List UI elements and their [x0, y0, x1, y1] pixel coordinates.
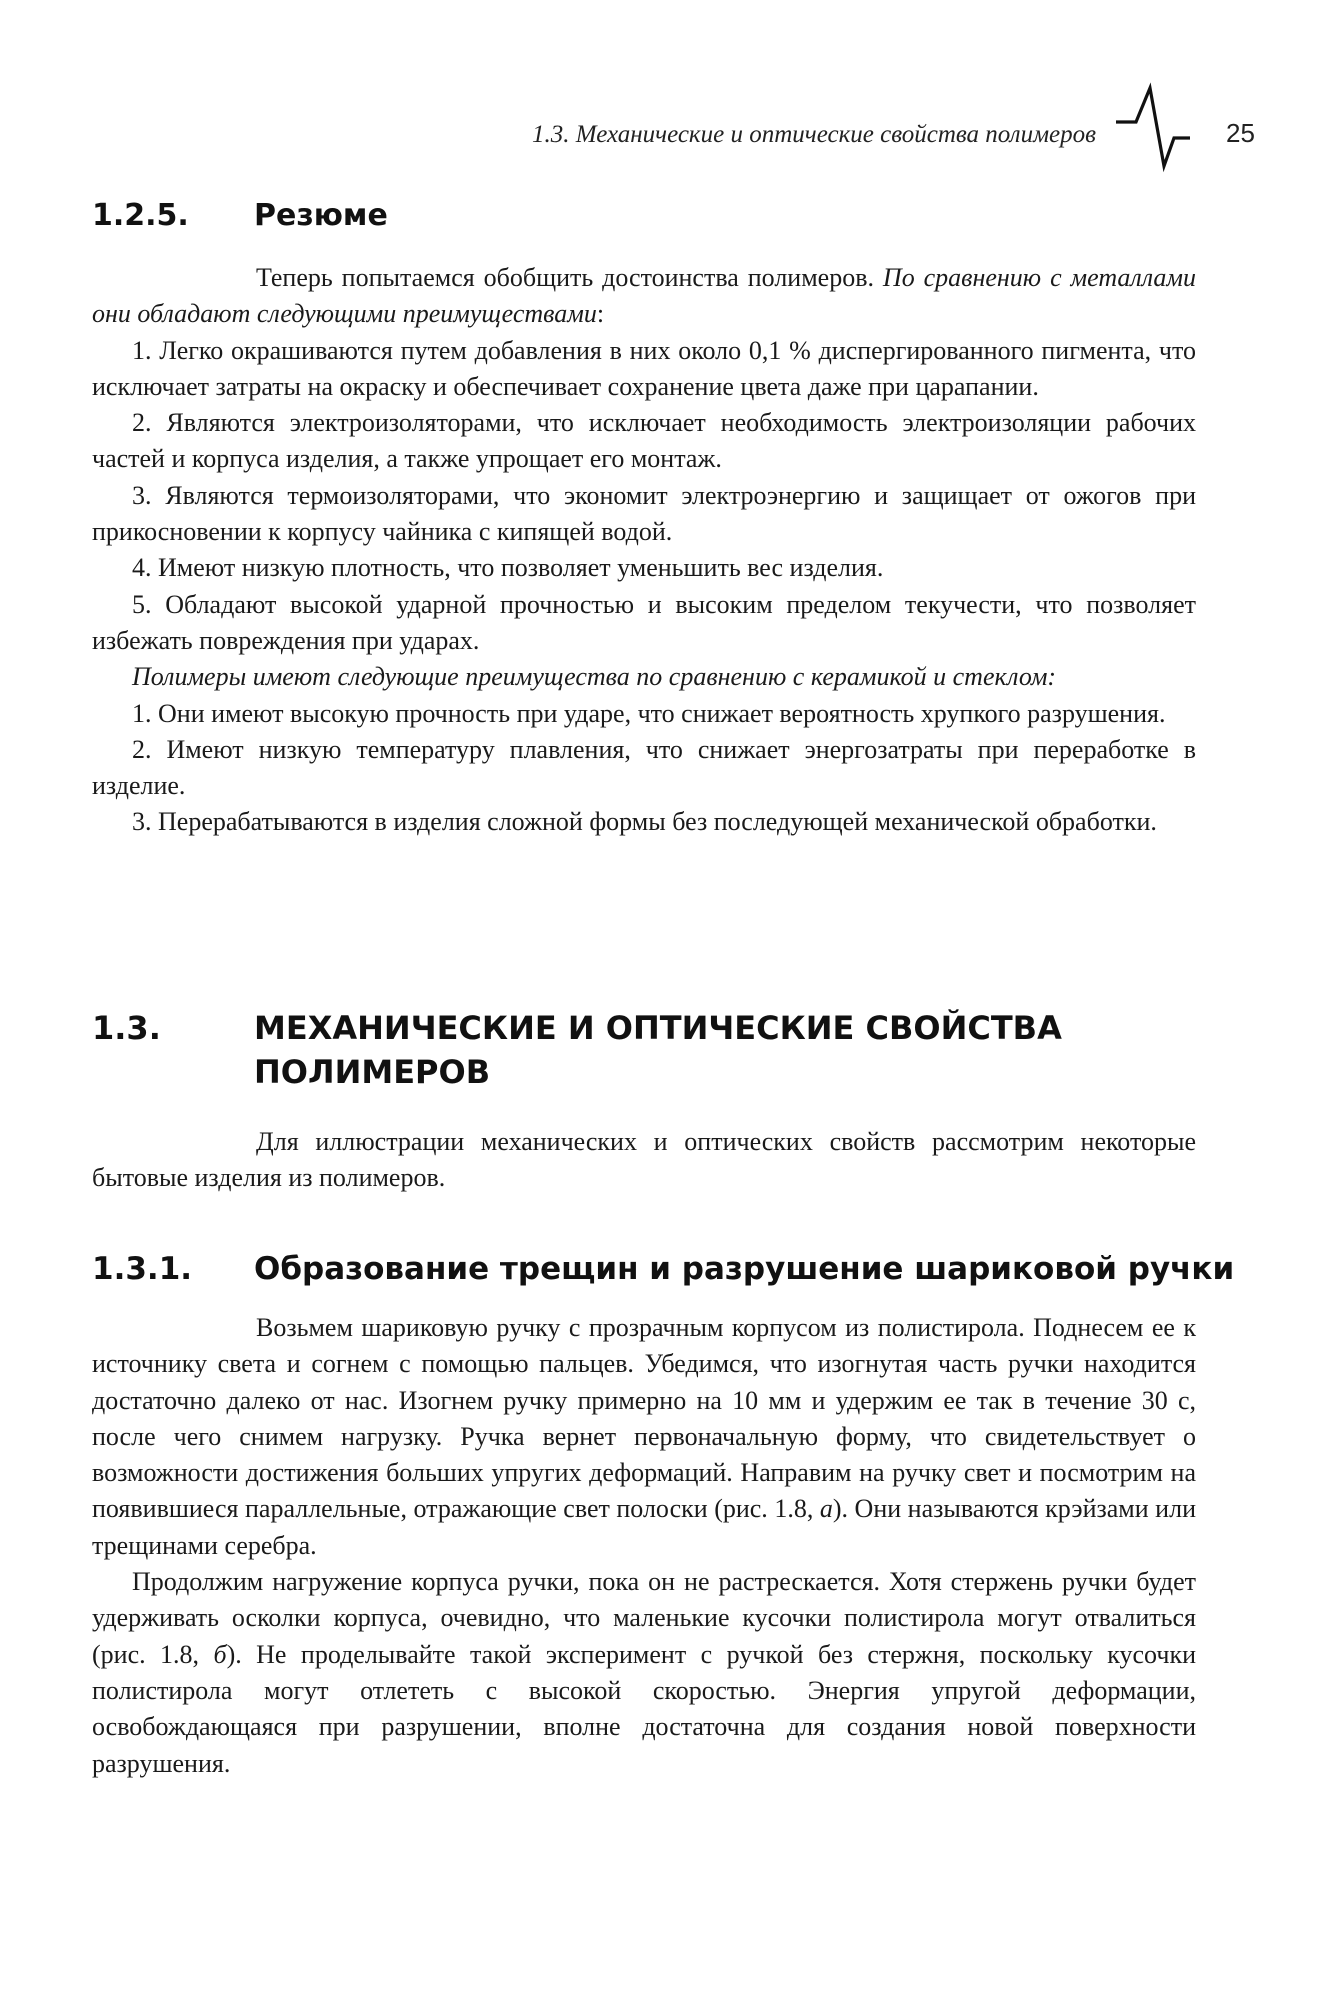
section-title: МЕХАНИЧЕСКИЕ И ОПТИЧЕСКИЕ СВОЙСТВА ПОЛИМЕРОВ [254, 1009, 1062, 1091]
section-heading-1-3 [92, 1006, 1212, 1096]
page-number: 25 [1226, 118, 1255, 148]
list-item: 5. Обладают высокой ударной прочностью и высоким пределом текучести, что позволяет избежать повреждения при ударах. [92, 589, 1196, 655]
list-item: 3. Перерабатываются в изделия сложной формы без последующей механической обработки. [132, 807, 1157, 837]
section-number: 1.2.5. [92, 198, 189, 233]
summary-text-block [92, 260, 1196, 841]
section-heading-1-3-1 [92, 1248, 1235, 1290]
section-title: Резюме [254, 198, 388, 233]
list-item: 2. Имеют низкую температуру плавления, что снижает энергозатраты при переработке в изделие. [92, 734, 1196, 801]
paragraph: Продолжим нагружение корпуса ручки, пока он не растрескается. Хотя стержень ручки будет удерживать осколки корпуса, очевидно, что маленькие кусочки полистирола могут отвалиться (рис. 1.8, б). Не проделывайте такой эксперимент с ручкой без стержня, поскольку кусочки полистирола могут отлететь с высокой скоростью. Энергия упругой деформации, освобождающаяся при разрушении, вполне достаточна для создания новой поверхности разрушения. [92, 1567, 1196, 1778]
section-number: 1.3.1. [92, 1251, 193, 1287]
section-number: 1.3. [92, 1009, 161, 1047]
list-item: 2. Являются электроизоляторами, что исключает необходимость электроизоляции рабочих частей и корпуса изделия, а также упрощает его монтаж. [92, 408, 1196, 474]
section-heading-1-2-5 [92, 196, 1192, 236]
pulse-icon [1114, 80, 1194, 180]
list-item: 4. Имеют низкую плотность, что позволяет уменьшить вес изделия. [132, 553, 884, 583]
list-item: 3. Являются термоизоляторами, что экономит электроэнергию и защищает от ожогов при прикосновении к корпусу чайника с кипящей водой. [92, 480, 1196, 547]
list-item: 1. Легко окрашиваются путем добавления в них около 0,1 % диспергированного пигмента, что исключает затраты на окраску и обеспечивает сохранение цвета даже при царапании. [92, 335, 1196, 401]
paragraph: Возьмем шариковую ручку с прозрачным корпусом из полистирола. Поднесем ее к источнику света и согнем с помощью пальцев. Убедимся, что изогнутая часть ручки находится достаточно далеко от нас. Изогнем ручку примерно на 10 мм и удержим ее так в течение 30 с, после чего снимем нагрузку. Ручка вернет первоначальную форму, что свидетельствует о возможности достижения больших упругих деформаций. Направим на ручку свет и посмотрим на появившиеся параллельные, отражающие свет полоски (рис. 1.8, а). Они называются крэйзами или трещинами серебра. [92, 1313, 1196, 1560]
list-item: 1. Они имеют высокую прочность при ударе, что снижает вероятность хрупкого разрушения. [132, 698, 1166, 728]
section-title: Образование трещин и разрушение шариковой ручки [254, 1251, 1235, 1287]
section-1-3-intro: Для иллюстрации механических и оптических свойств рассмотрим некоторые бытовые изделия из полимеров. [92, 1127, 1196, 1193]
ceramic-intro: Полимеры имеют следующие преимущества по сравнению с керамикой и стеклом: [132, 662, 1057, 692]
section-1-3-text-block [92, 1124, 1196, 1197]
summary-intro: Теперь попытаемся обобщить достоинства полимеров. По сравнению с металлами они обладают следующими преимуществами: [92, 263, 1197, 329]
running-header [0, 118, 1328, 178]
section-1-3-1-text-block [92, 1310, 1196, 1782]
running-title: 1.3. Механические и оптические свойства полимеров [531, 121, 1096, 148]
